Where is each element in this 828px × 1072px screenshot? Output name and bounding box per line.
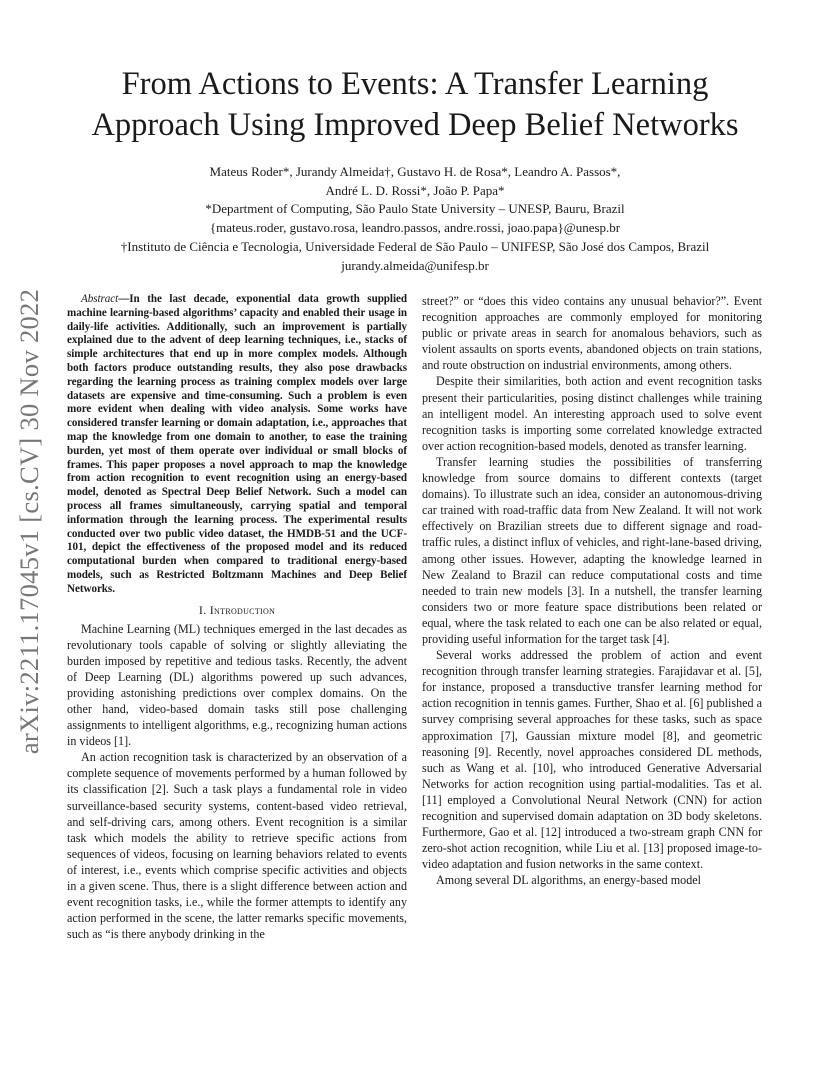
body-paragraph: Machine Learning (ML) techniques emerged in the last decades as revolutionary tools capable of solving or slightly alleviating the burden imposed by repetitive and tedious tasks. Recently, the advent of Deep Learning (DL) algorithms powered up such advances, providing astonishing predictions over complex domains. On the other hand, video-based domain tasks still pose challenging assignments to intelligent algorithms, e.g., recognizing human actions in videos [1]. bbox=[67, 621, 407, 749]
body-paragraph: Despite their similarities, both action and event recognition tasks present their particularities, posing distinct challenges while training an intelligent model. An interesting approach used to solve event recognition tasks is importing some correlated knowledge extracted over action recognition-based models, denoted as transfer learning. bbox=[422, 374, 762, 453]
section-heading: I. Introduction bbox=[198, 602, 276, 617]
author-block bbox=[60, 163, 770, 275]
abstract-text: —In the last decade, exponential data growth supplied machine learning-based algorithms’ capacity and enabled their usage in daily-life activities. Additionally, such an improvement is partially explained due to the advent of deep learning techniques, i.e., stacks of simple architectures that end up in more complex models. Although both factors produce outstanding results, they also pose drawbacks regarding the learning process as training complex models over large datasets are expensive and time-consuming. Such a problem is even more evident when dealing with video analysis. Some works have considered transfer learning or domain adaptation, i.e., approaches that map the knowledge from one domain to another, to ease the training burden, yet most of them operate over individual or small blocks of frames. This paper proposes a novel approach to map the knowledge from action recognition to event recognition using an energy-based model, denoted as Spectral Deep Belief Network. Such a model can process all frames simultaneously, carrying spatial and temporal information through the learning process. The experimental results conducted over two public video dataset, the HMDB-51 and the UCF-101, depict the effectiveness of the proposed model and its reduced computational burden when compared to traditional energy-based models, such as Restricted Boltzmann Machines and Deep Belief Networks. bbox=[67, 293, 407, 595]
author-line: André L. D. Rossi*, João P. Papa* bbox=[325, 182, 505, 198]
body-paragraph: street?” or “does this video contains any unusual behavior?”. Event recognition approaches are commonly employed for monitoring public or private areas in search for anomalous behaviors, such as violent assaults on sports events, abandoned objects on train stations, and route obstruction on industrial environments, among others. bbox=[422, 294, 762, 373]
arxiv-identifier-stamp bbox=[0, 281, 60, 761]
email-line: jurandy.almeida@unifesp.br bbox=[341, 257, 489, 273]
affiliation-line: *Department of Computing, São Paulo State University – UNESP, Bauru, Brazil bbox=[205, 201, 625, 217]
abstract bbox=[67, 293, 407, 597]
right-column bbox=[422, 293, 762, 888]
email-line: {mateus.roder, gustavo.rosa, leandro.passos, andre.rossi, joao.papa}@unesp.br bbox=[209, 220, 621, 236]
body-paragraph: Transfer learning studies the possibilities of transferring knowledge from source domains to different contexts (target domains). To illustrate such an idea, consider an autonomous-driving car trained with road-traffic data from New Zealand. It will not work effectively on Brazilian streets due to different signage and road-traffic rules, a distinct influx of vehicles, and right-lane-based driving, among other issues. However, adapting the knowledge learned in New Zealand to Brazil can reduce computational costs and time needed to train new models [3]. In a nutshell, the transfer learning considers two or more feature space distributions been related or equal, where the task related to each one can be also related or equal, providing useful information for the target task [4]. bbox=[422, 454, 762, 646]
affiliation-line: †Instituto de Ciência e Tecnologia, Universidade Federal de São Paulo – UNIFESP, São José dos Campos, Brazil bbox=[120, 238, 710, 254]
title-line: Approach Using Improved Deep Belief Networks bbox=[91, 107, 739, 143]
paper-title bbox=[60, 64, 770, 146]
abstract-label: Abstract bbox=[81, 293, 119, 305]
title-line: From Actions to Events: A Transfer Learning bbox=[121, 66, 709, 102]
author-line: Mateus Roder*, Jurandy Almeida†, Gustavo H. de Rosa*, Leandro A. Passos*, bbox=[209, 164, 621, 179]
body-paragraph: An action recognition task is characterized by an observation of a complete sequence of movements performed by a human followed by its classification [2]. Such a task plays a fundamental role in video surveillance-based security systems, content-based video retrieval, and self-driving cars, among others. Event recognition is a similar task which models the ability to retrieve specific actions from sequences of videos, focusing on learning behaviors related to events of interest, i.e., events which comprise specific activities and objects in a given scene. Thus, there is a slight difference between action and event recognition tasks, i.e., while the former attempts to identify any action performed in the scene, the latter remarks specific movements, such as “is there anybody drinking in the bbox=[67, 750, 407, 942]
body-paragraph: Several works addressed the problem of action and event recognition through transfer learning strategies. Farajidavar et al. [5], for instance, proposed a transductive transfer learning method for action recognition in tennis games. Further, Shao et al. [6] published a survey comprising several approaches for these tasks, such as space approximation [7], Gaussian mixture model [8], and geometric reasoning [9]. Recently, novel approaches considered DL methods, such as Wang et al. [10], who introduced Generative Adversarial Networks for action recognition using partial-modalities. Tas et al. [11] employed a Convolutional Neural Network (CNN) for action recognition and supervised domain adaptation on 3D body skeletons. Furthermore, Gao et al. [12] introduced a two-stream graph CNN for zero-shot action recognition, while Liu et al. [13] proposed image-to-video adaptation and fusion networks in the same context. bbox=[422, 648, 762, 872]
left-column bbox=[67, 293, 407, 942]
body-paragraph: Among several DL algorithms, an energy-based model bbox=[436, 873, 701, 888]
arxiv-identifier-text: arXiv:2211.17045v1 [cs.CV] 30 Nov 2022 bbox=[14, 288, 45, 754]
